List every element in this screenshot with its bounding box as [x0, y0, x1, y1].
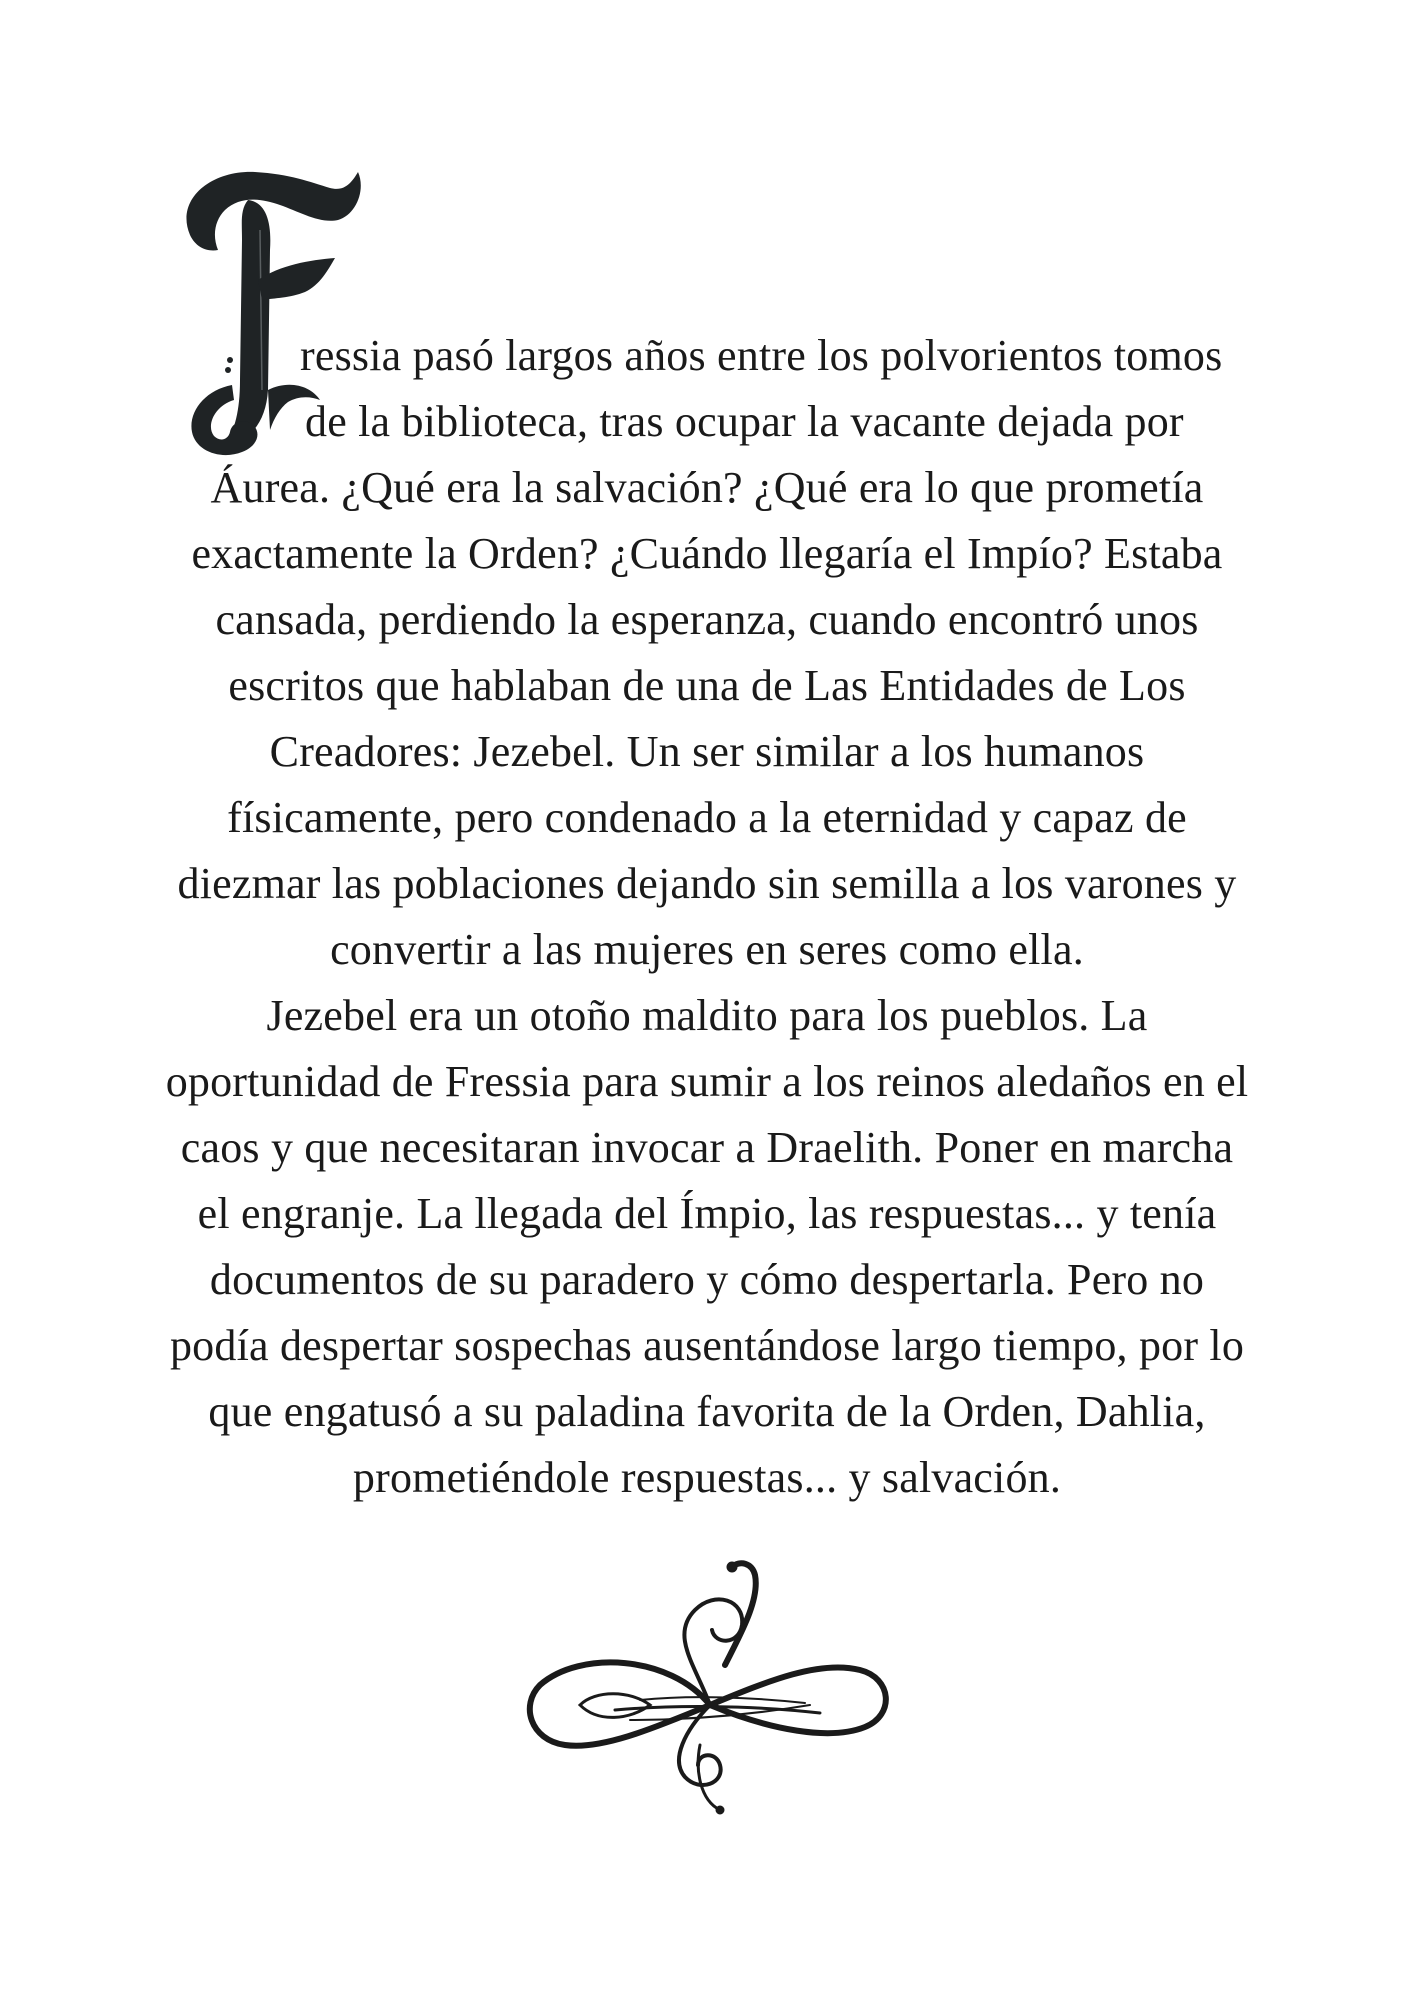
text-line: convertir a las mujeres en seres como ella.: [330, 925, 1084, 974]
text-line: diezmar las poblaciones dejando sin semilla a los varones y: [177, 859, 1237, 908]
text-line: escritos que hablaban de una de Las Entidades de Los: [228, 661, 1186, 710]
text-line: caos y que necesitaran invocar a Draelith. Poner en marcha: [180, 1123, 1234, 1172]
text-line: documentos de su paradero y cómo despertarla. Pero no: [209, 1255, 1205, 1304]
text-line: oportunidad de Fressia para sumir a los reinos aledaños en el: [165, 1057, 1249, 1106]
text-line: que engatusó a su paladina favorita de la Orden, Dahlia,: [208, 1387, 1206, 1436]
text-line: prometiéndole respuestas... y salvación.: [352, 1453, 1062, 1502]
text-line: Áurea. ¿Qué era la salvación? ¿Qué era lo que prometía: [210, 463, 1204, 512]
text-line: ressia pasó largos años entre los polvorientos tomos: [300, 331, 1223, 380]
text-line: exactamente la Orden? ¿Cuándo llegaría el Impío? Estaba: [191, 529, 1223, 578]
text-line: Jezebel era un otoño maldito para los pueblos. La: [266, 991, 1148, 1040]
flourish-divider-icon: [520, 1555, 900, 1815]
text-line: cansada, perdiendo la esperanza, cuando encontró unos: [215, 595, 1199, 644]
text-line: de la biblioteca, tras ocupar la vacante dejada por: [305, 397, 1184, 446]
text-line: podía despertar sospechas ausentándose largo tiempo, por lo: [169, 1321, 1245, 1370]
text-line: el engranje. La llegada del Ímpio, las respuestas... y tenía: [197, 1189, 1217, 1238]
text-line: físicamente, pero condenado a la eternidad y capaz de: [227, 793, 1187, 842]
text-line: Creadores: Jezebel. Un ser similar a los humanos: [269, 727, 1145, 776]
